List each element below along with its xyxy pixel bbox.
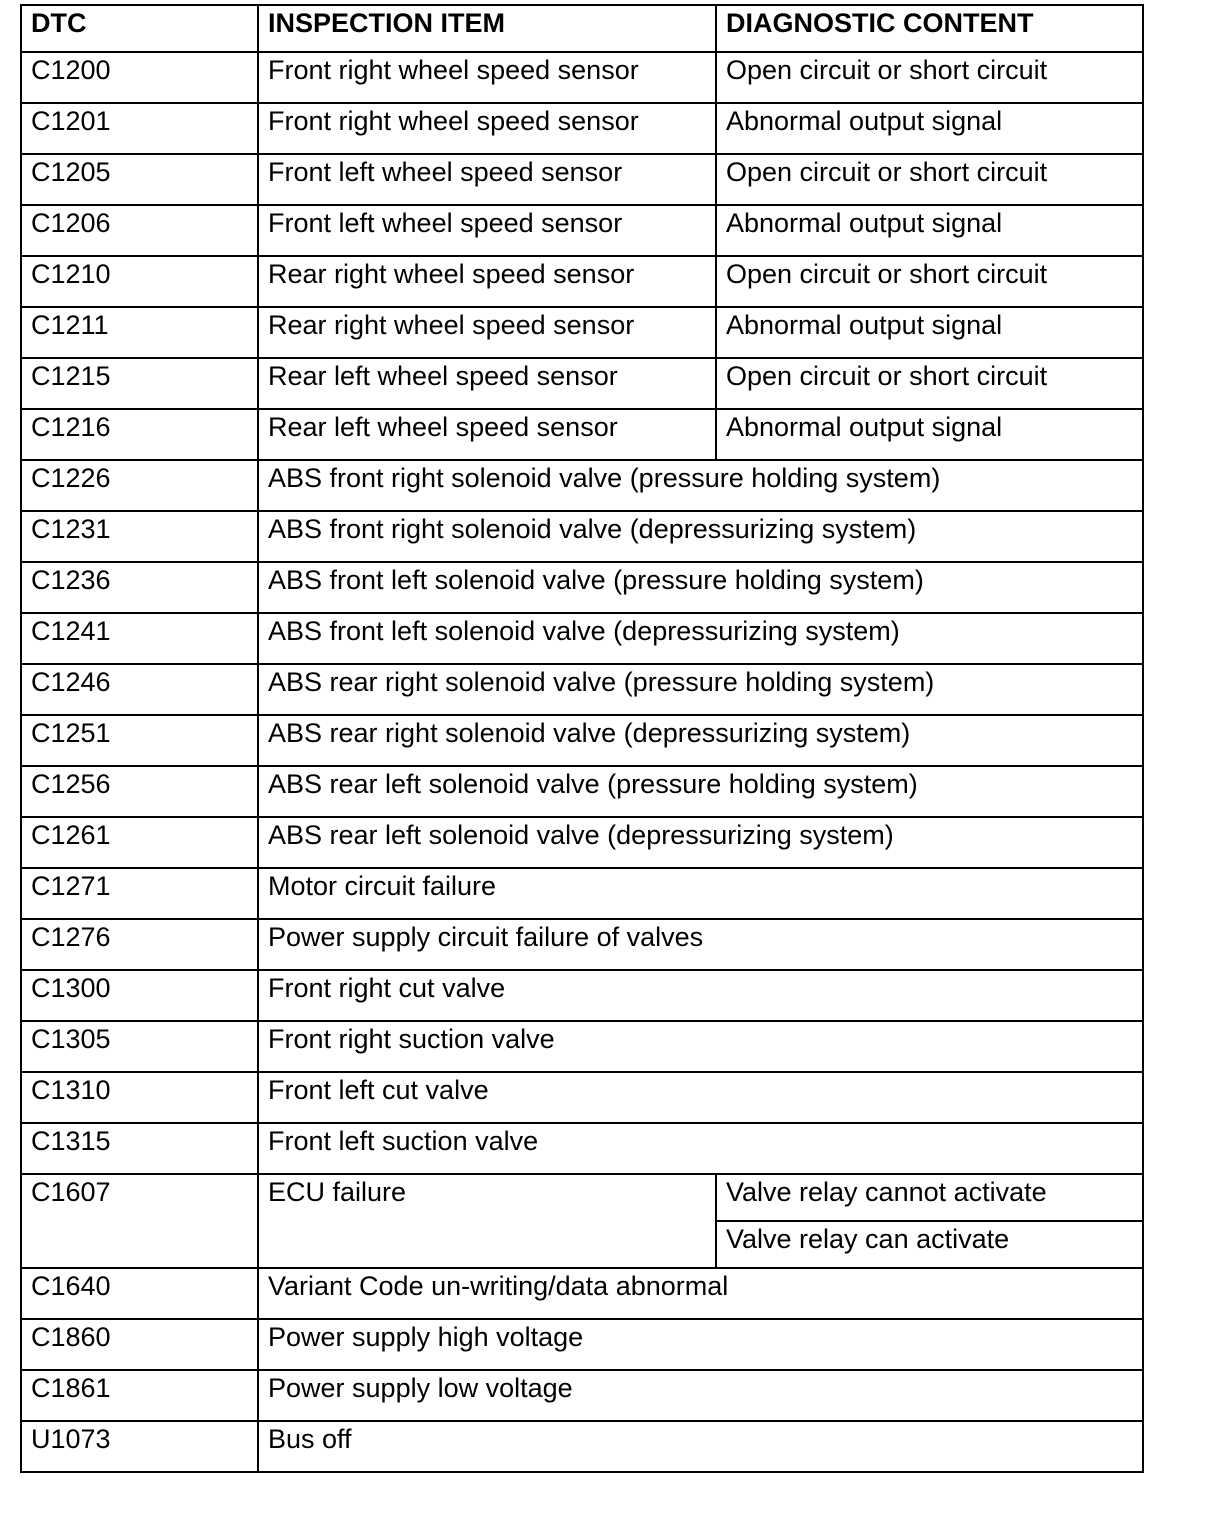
table-row xyxy=(21,154,1143,205)
diagnostic-content: Abnormal output signal xyxy=(716,103,1143,154)
inspection-item: ECU failure xyxy=(258,1174,716,1268)
inspection-item: ABS rear right solenoid valve (pressure holding system) xyxy=(258,664,1143,715)
diagnostic-content: Abnormal output signal xyxy=(716,307,1143,358)
table-row xyxy=(21,205,1143,256)
dtc-code: C1305 xyxy=(21,1021,258,1072)
dtc-code: C1607 xyxy=(21,1174,258,1268)
inspection-item: Power supply circuit failure of valves xyxy=(258,919,1143,970)
table-row xyxy=(21,358,1143,409)
dtc-code: C1205 xyxy=(21,154,258,205)
table-row xyxy=(21,1123,1143,1174)
inspection-item: Rear left wheel speed sensor xyxy=(258,358,716,409)
table-row xyxy=(21,766,1143,817)
dtc-code: C1251 xyxy=(21,715,258,766)
header-diagnostic-content: DIAGNOSTIC CONTENT xyxy=(716,5,1143,52)
inspection-item: Front left suction valve xyxy=(258,1123,1143,1174)
inspection-item: Variant Code un-writing/data abnormal xyxy=(258,1268,1143,1319)
table-row xyxy=(21,868,1143,919)
inspection-item: Front right suction valve xyxy=(258,1021,1143,1072)
diagnostic-content: Open circuit or short circuit xyxy=(716,358,1143,409)
dtc-code: U1073 xyxy=(21,1421,258,1472)
dtc-code: C1241 xyxy=(21,613,258,664)
table-row xyxy=(21,613,1143,664)
table-row xyxy=(21,1072,1143,1123)
dtc-code: C1256 xyxy=(21,766,258,817)
table-row xyxy=(21,256,1143,307)
inspection-item: Front left wheel speed sensor xyxy=(258,205,716,256)
dtc-code: C1211 xyxy=(21,307,258,358)
inspection-item: ABS rear left solenoid valve (depressurizing system) xyxy=(258,817,1143,868)
header-dtc: DTC xyxy=(21,5,258,52)
table-row xyxy=(21,1370,1143,1421)
dtc-table xyxy=(20,4,1144,1473)
table-row xyxy=(21,511,1143,562)
inspection-item: ABS rear left solenoid valve (pressure holding system) xyxy=(258,766,1143,817)
inspection-item: Front right cut valve xyxy=(258,970,1143,1021)
inspection-item: Power supply high voltage xyxy=(258,1319,1143,1370)
inspection-item: Front left cut valve xyxy=(258,1072,1143,1123)
inspection-item: ABS front left solenoid valve (pressure holding system) xyxy=(258,562,1143,613)
inspection-item: Rear right wheel speed sensor xyxy=(258,256,716,307)
diagnostic-content: Valve relay cannot activate xyxy=(716,1174,1143,1221)
table-row xyxy=(21,307,1143,358)
table-row xyxy=(21,103,1143,154)
header-row xyxy=(21,5,1143,52)
dtc-code: C1210 xyxy=(21,256,258,307)
table-row xyxy=(21,817,1143,868)
dtc-code: C1310 xyxy=(21,1072,258,1123)
dtc-code: C1276 xyxy=(21,919,258,970)
dtc-code: C1640 xyxy=(21,1268,258,1319)
diagnostic-content: Open circuit or short circuit xyxy=(716,52,1143,103)
dtc-code: C1215 xyxy=(21,358,258,409)
inspection-item: Bus off xyxy=(258,1421,1143,1472)
dtc-code: C1231 xyxy=(21,511,258,562)
dtc-code: C1271 xyxy=(21,868,258,919)
diagnostic-content: Abnormal output signal xyxy=(716,409,1143,460)
inspection-item: Motor circuit failure xyxy=(258,868,1143,919)
dtc-code: C1861 xyxy=(21,1370,258,1421)
diagnostic-content: Open circuit or short circuit xyxy=(716,154,1143,205)
inspection-item: Rear right wheel speed sensor xyxy=(258,307,716,358)
dtc-code: C1261 xyxy=(21,817,258,868)
inspection-item: Front right wheel speed sensor xyxy=(258,103,716,154)
table-row xyxy=(21,1174,1143,1221)
table-row xyxy=(21,460,1143,511)
dtc-code: C1300 xyxy=(21,970,258,1021)
table-row xyxy=(21,562,1143,613)
dtc-code: C1206 xyxy=(21,205,258,256)
dtc-code: C1200 xyxy=(21,52,258,103)
inspection-item: Rear left wheel speed sensor xyxy=(258,409,716,460)
table-row xyxy=(21,919,1143,970)
dtc-code: C1246 xyxy=(21,664,258,715)
dtc-code: C1226 xyxy=(21,460,258,511)
dtc-code: C1216 xyxy=(21,409,258,460)
dtc-code: C1201 xyxy=(21,103,258,154)
table-row xyxy=(21,1319,1143,1370)
inspection-item: ABS rear right solenoid valve (depressurizing system) xyxy=(258,715,1143,766)
table-row xyxy=(21,1021,1143,1072)
dtc-code: C1860 xyxy=(21,1319,258,1370)
diagnostic-content: Valve relay can activate xyxy=(716,1221,1143,1268)
table-row xyxy=(21,52,1143,103)
inspection-item: Power supply low voltage xyxy=(258,1370,1143,1421)
inspection-item: Front left wheel speed sensor xyxy=(258,154,716,205)
inspection-item: Front right wheel speed sensor xyxy=(258,52,716,103)
diagnostic-content: Open circuit or short circuit xyxy=(716,256,1143,307)
header-inspection-item: INSPECTION ITEM xyxy=(258,5,716,52)
table-row xyxy=(21,409,1143,460)
dtc-code: C1315 xyxy=(21,1123,258,1174)
table-row xyxy=(21,1268,1143,1319)
table-row xyxy=(21,715,1143,766)
table-row xyxy=(21,1421,1143,1472)
inspection-item: ABS front right solenoid valve (pressure holding system) xyxy=(258,460,1143,511)
table-row xyxy=(21,664,1143,715)
inspection-item: ABS front left solenoid valve (depressurizing system) xyxy=(258,613,1143,664)
inspection-item: ABS front right solenoid valve (depressurizing system) xyxy=(258,511,1143,562)
table-row xyxy=(21,970,1143,1021)
dtc-code: C1236 xyxy=(21,562,258,613)
diagnostic-content: Abnormal output signal xyxy=(716,205,1143,256)
